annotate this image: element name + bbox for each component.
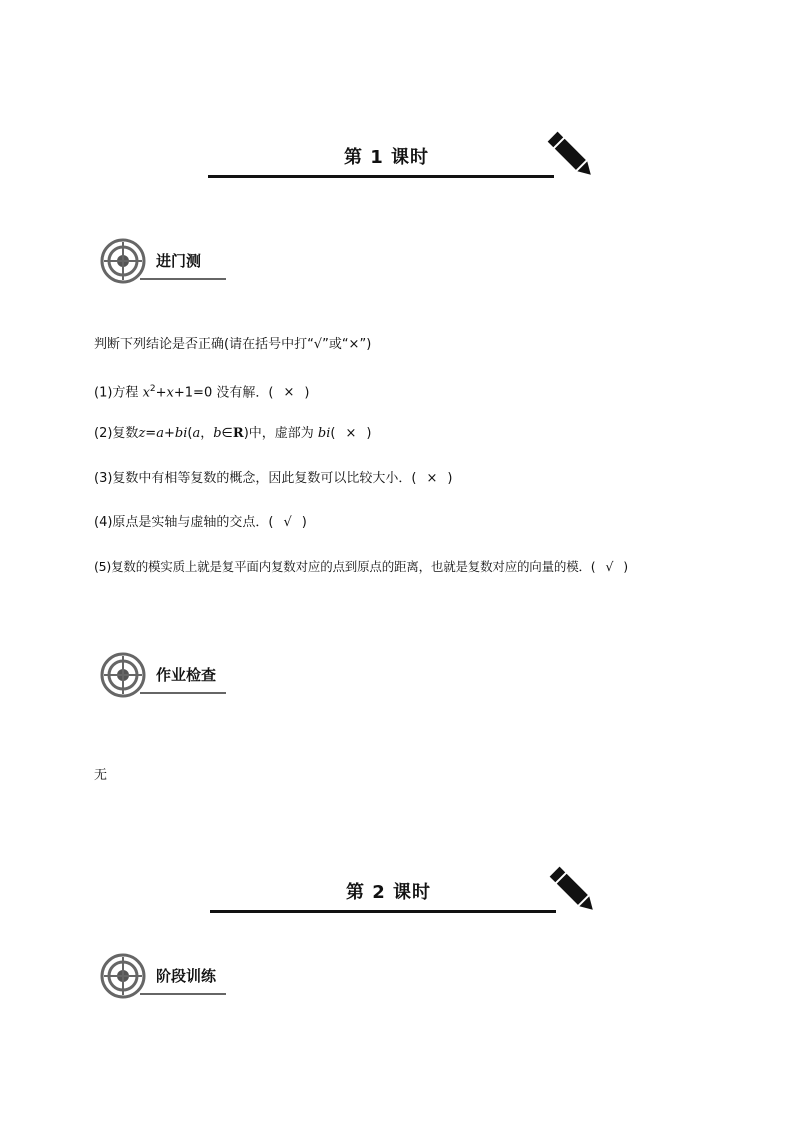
quiz-instruction: 判断下列结论是否正确(请在括号中打“√”或“×”) <box>94 337 372 352</box>
answer-mark: √ <box>605 559 614 574</box>
quiz-item-2 <box>94 425 371 443</box>
math-var: x <box>142 385 150 401</box>
answer-mark: × <box>345 426 357 441</box>
item-text: + <box>155 385 167 401</box>
pencil-icon <box>548 862 598 918</box>
lesson-2-title: 第 2 课时 <box>346 882 432 903</box>
item-number: (3) <box>94 471 113 486</box>
lesson-1-header <box>0 125 794 185</box>
item-text: ( <box>330 426 336 441</box>
item-close: ) <box>304 385 310 401</box>
item-close: ) <box>447 471 453 486</box>
homework-content: 无 <box>94 768 108 783</box>
item-text: = <box>145 426 157 441</box>
math-var: x <box>166 385 174 401</box>
section-header-homework <box>100 652 240 702</box>
math-var: bi <box>174 426 188 441</box>
section-rule <box>140 993 226 995</box>
item-text: 原点是实轴与虚轴的交点．( <box>112 515 274 530</box>
quiz-item-5 <box>94 558 628 576</box>
answer-mark: × <box>426 471 438 486</box>
item-text: ∈ <box>221 426 233 441</box>
math-set: R <box>232 426 244 441</box>
section-header-stage <box>100 953 240 1003</box>
pencil-icon <box>546 127 596 183</box>
quiz-item-3 <box>94 470 452 488</box>
section-title-stage: 阶段训练 <box>156 967 217 985</box>
math-var: a <box>156 426 164 441</box>
math-var: bi <box>317 426 331 441</box>
item-text: + <box>163 426 175 441</box>
lesson-2-header <box>0 860 794 920</box>
section-title-homework: 作业检查 <box>156 666 217 684</box>
item-text: 方程 <box>112 385 143 401</box>
section-rule <box>140 278 226 280</box>
item-number: (4) <box>94 515 113 530</box>
item-text: ， <box>200 426 214 441</box>
item-text: )中，虚部为 <box>243 426 318 441</box>
item-text: ( <box>187 426 193 441</box>
item-close: ) <box>366 426 372 441</box>
section-rule <box>140 692 226 694</box>
answer-mark: √ <box>283 515 292 530</box>
section-header-enter <box>100 238 240 288</box>
lesson-1-rule <box>208 175 554 178</box>
item-number: (1) <box>94 385 113 401</box>
item-text: 复数 <box>112 426 139 441</box>
item-text: 复数中有相等复数的概念，因此复数可以比较大小．( <box>112 471 417 486</box>
answer-mark: × <box>283 385 295 401</box>
item-close: ) <box>623 559 628 574</box>
math-exponent: 2 <box>149 384 156 394</box>
lesson-1-title: 第 1 课时 <box>344 147 430 168</box>
quiz-item-1 <box>94 380 309 402</box>
section-title-enter: 进门测 <box>156 252 202 270</box>
math-var: b <box>213 426 222 441</box>
item-text: +1=0 没有解．( <box>173 385 274 401</box>
item-number: (5) <box>94 559 112 574</box>
item-close: ) <box>301 515 307 530</box>
lesson-2-rule <box>210 910 556 913</box>
quiz-item-4 <box>94 514 307 532</box>
item-text: 复数的模实质上就是复平面内复数对应的点到原点的距离，也就是复数对应的向量的模．( <box>111 559 596 574</box>
math-var: a <box>192 426 201 441</box>
math-var: z <box>138 426 146 441</box>
item-number: (2) <box>94 426 113 441</box>
